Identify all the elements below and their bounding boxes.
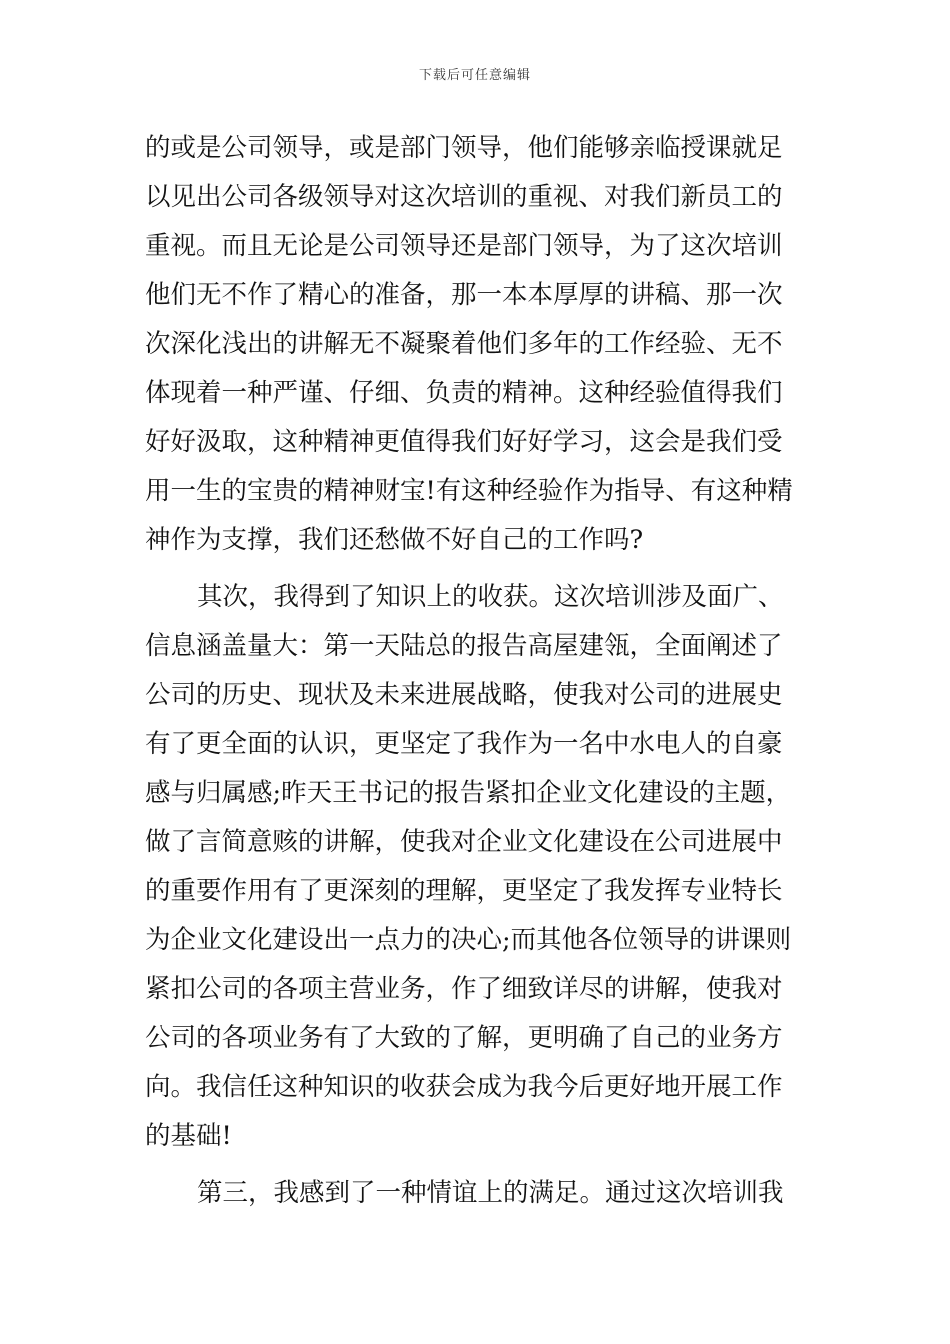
text-line: 的重要作用有了更深刻的理解，更坚定了我发挥专业特长 (145, 876, 783, 906)
text-line: 以见出公司各级领导对这次培训的重视、对我们新员工的 (145, 182, 783, 212)
text-line: 用一生的宝贵的精神财宝!有这种经验作为指导、有这种精 (145, 476, 793, 506)
document-body (145, 124, 810, 1218)
text-line: 他们无不作了精心的准备，那一本本厚厚的讲稿、那一次 (145, 280, 783, 310)
text-line: 次深化浅出的讲解无不凝聚着他们多年的工作经验、无不 (145, 329, 783, 359)
text-line: 有了更全面的认识，更坚定了我作为一名中水电人的自豪 (145, 729, 783, 759)
text-line: 信息涵盖量大：第一天陆总的报告高屋建瓴，全面阐述了 (145, 631, 783, 661)
text-line: 紧扣公司的各项主营业务，作了细致详尽的讲解，使我对 (145, 974, 783, 1004)
text-line: 公司的历史、现状及未来进展战略，使我对公司的进展史 (145, 680, 783, 710)
text-line: 重视。而且无论是公司领导还是部门领导，为了这次培训 (145, 231, 783, 261)
page-header: 下载后可任意编辑 (418, 68, 531, 83)
text-line: 神作为支撑，我们还愁做不好自己的工作吗? (145, 525, 644, 555)
text-line: 的基础! (145, 1121, 232, 1151)
text-line: 的或是公司领导，或是部门领导，他们能够亲临授课就足 (145, 133, 783, 163)
text-line: 做了言简意赅的讲解，使我对企业文化建设在公司进展中 (145, 827, 783, 857)
text-line: 感与归属感;昨天王书记的报告紧扣企业文化建设的主题， (145, 778, 792, 808)
text-line: 为企业文化建设出一点力的决心;而其他各位领导的讲课则 (145, 925, 792, 955)
text-line: 好好汲取，这种精神更值得我们好好学习，这会是我们受 (145, 427, 783, 457)
paragraph-start-line: 其次，我得到了知识上的收获。这次培训涉及面广、 (197, 582, 784, 612)
paragraph-start-line: 第三，我感到了一种情谊上的满足。通过这次培训我 (197, 1178, 784, 1208)
text-line: 体现着一种严谨、仔细、负责的精神。这种经验值得我们 (145, 378, 783, 408)
text-line: 公司的各项业务有了大致的了解，更明确了自己的业务方 (145, 1023, 783, 1053)
text-line: 向。我信任这种知识的收获会成为我今后更好地开展工作 (145, 1072, 783, 1102)
